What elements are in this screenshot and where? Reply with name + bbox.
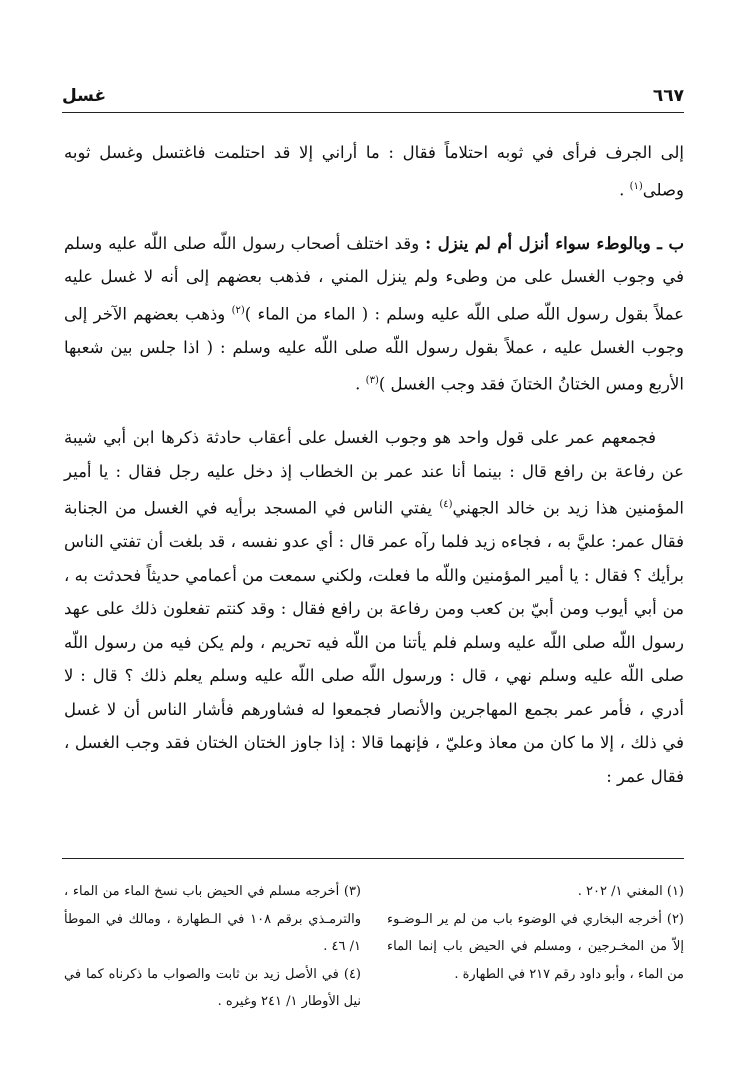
paragraph-2-end: . xyxy=(355,374,366,394)
paragraph-1 xyxy=(64,136,684,207)
main-text xyxy=(64,136,684,813)
footnote-ref-2: (٢) xyxy=(231,304,245,316)
footnotes-right-column xyxy=(387,878,684,1016)
section-label: ب ـ xyxy=(650,233,685,253)
footnote-1: (١) المغني ١/ ٢٠٢ . xyxy=(577,884,684,899)
footnote-ref-3: (٣) xyxy=(365,375,379,386)
paragraph-3 xyxy=(64,421,684,793)
footnote-ref-1: (١) xyxy=(629,180,643,192)
paragraph-2 xyxy=(64,227,684,402)
paragraph-1-end: . xyxy=(619,180,630,199)
footnotes xyxy=(64,878,684,1016)
section-heading: وبالوطء سواء أنزل أم لم ينزل : xyxy=(425,233,651,253)
paragraph-3-text-a: فجمعهم عمر على قول واحد هو وجوب الغسل على أعقاب حادثة ذكرها ابن أبي شيبة عن رفاعة بن رافع قال : بينما أنا عند عمر بن الخطاب إذ دخل عليه رجل فقال : يا أمير المؤمنين هذا زيد بن خالد الجهني xyxy=(64,428,684,518)
page-header xyxy=(62,86,684,113)
page-number: ٦٦٧ xyxy=(652,86,684,106)
footnote-4: (٤) في الأصل زيد بن ثابت والصواب ما ذكرناه كما في نيل الأوطار ١/ ٢٤١ وغيره . xyxy=(64,966,361,1009)
paragraph-2-text-b: وذهب بعضهم الآخر إلى وجوب الغسل عليه ، عملاً بقول رسول اللّه صلى اللّه عليه وسلم : ( اذا جلس بين شعبها الأربع ومس الختانُ الختانَ فقد وجب الغسل ) xyxy=(64,304,684,394)
paragraph-1-text: إلى الجرف فرأى في ثوبه احتلاماً فقال : ما أراني إلا قد احتلمت فاغتسل وغسل ثوبه وصلى xyxy=(64,143,684,199)
footnote-3: (٣) أخرجه مسلم في الحيض باب نسخ الماء من الماء ، والترمـذي برقم ١٠٨ في الـطهارة ، ومالك في الموطأ ١/ ٤٦ . xyxy=(64,884,361,954)
footnote-2: (٢) أخرجه البخاري في الوضوء باب من لم ير الـوضـوء إلاّ من المخـرجين ، ومسلم في الحيض باب إنما الماء من الماء ، وأبو داود رقم ٢١٧ في الطهارة . xyxy=(387,911,684,982)
footnotes-left-column xyxy=(64,878,361,1016)
footnote-ref-4: (٤) xyxy=(439,499,453,510)
running-title: غسل xyxy=(62,86,107,106)
paragraph-2-text-a: وقد اختلف أصحاب رسول اللّه صلى اللّه عليه وسلم في وجوب الغسل على من وطىء ولم ينزل المني ، فذهب بعضهم إلى أنه لا غسل عليه عملاً بقول رسول اللّه صلى اللّه عليه وسلم : ( الماء من الماء ) xyxy=(64,233,684,323)
paragraph-3-text-b: يفتي الناس في المسجد برأيه في الغسل من الجنابة فقال عمر: عليَّ به ، فجاءه زيد فلما رآه عمر قال : أي عدو نفسه ، قد بلغت أن تفتي الناس برأيك ؟ فقال : يا أمير المؤمنين واللّه ما فعلت، ولكني سمعت من أعمامي حديثاً فحدثت به ، من أبي أيوب ومن أبيّ بن كعب ومن رفاعة بن رافع فقال : وقد كنتم تفعلون ذلك على عهد رسول اللّه صلى اللّه عليه وسلم فلم يأتنا من اللّه فيه تحريم ، ولم يكن فيه من رسول اللّه صلى اللّه عليه وسلم نهي ، قال : ورسول اللّه صلى اللّه عليه وسلم يعلم ذلك ؟ قال : لا أدري ، فأمر عمر بجمع المهاجرين والأنصار فجمعوا له فشاورهم فأشار الناس أن لا غسل في ذلك ، إلا ما كان من معاذ وعليّ ، فإنهما قالا : إذا جاوز الختان الختان فقد وجب الغسل ، فقال عمر : xyxy=(64,498,684,786)
footnote-divider xyxy=(62,858,684,859)
